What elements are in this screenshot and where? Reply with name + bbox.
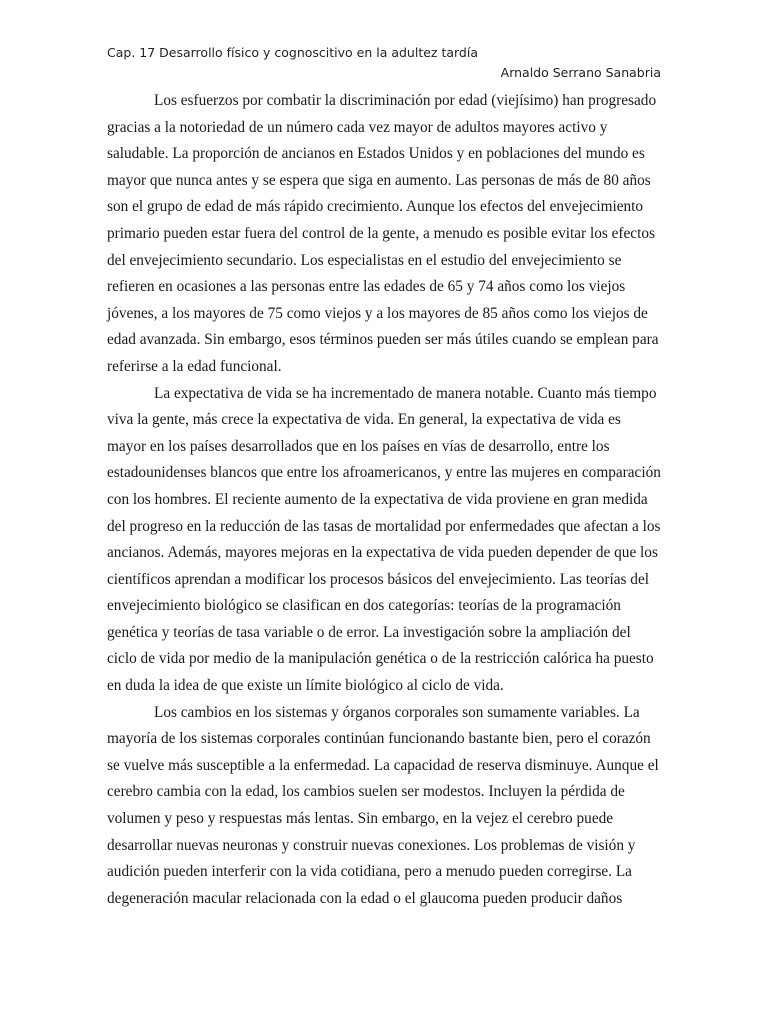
author-name: Arnaldo Serrano Sanabria <box>500 65 661 80</box>
paragraph: Los cambios en los sistemas y órganos corporales son sumamente variables. La mayoría de los sistemas corporales continúan funcionando bastante bien, pero el corazón se vuelve más susceptible a la enfermedad. La capacidad de reserva disminuye. Aunque el cerebro cambia con la edad, los cambios suelen ser modestos. Incluyen la pérdida de volumen y peso y respuestas más lentas. Sin embargo, en la vejez el cerebro puede desarrollar nuevas neuronas y construir nuevas conexiones. Los problemas de visión y audición pueden interferir con la vida cotidiana, pero a menudo pueden corregirse. La degeneración macular relacionada con la edad o el glaucoma pueden producir daños <box>107 703 659 907</box>
paragraph: Los esfuerzos por combatir la discriminación por edad (viejísimo) han progresado gracias a la notoriedad de un número cada vez mayor de adultos mayores activo y saludable. La proporción de ancianos en Estados Unidos y en poblaciones del mundo es mayor que nunca antes y se espera que siga en aumento. Las personas de más de 80 años son el grupo de edad de más rápido crecimiento. Aunque los efectos del envejecimiento primario pueden estar fuera del control de la gente, a menudo es posible evitar los efectos del envejecimiento secundario. Los especialistas en el estudio del envejecimiento se refieren en ocasiones a las personas entre las edades de 65 y 74 años como los viejos jóvenes, a los mayores de 75 como viejos y a los mayores de 85 años como los viejos de edad avanzada. Sin embargo, esos términos pueden ser más útiles cuando se emplean para referirse a la edad funcional. <box>107 92 659 375</box>
body-text <box>107 88 661 912</box>
chapter-title: Cap. 17 Desarrollo físico y cognoscitivo en la adultez tardía <box>107 45 478 60</box>
paragraph: La expectativa de vida se ha incrementado de manera notable. Cuanto más tiempo viva la gente, más crece la expectativa de vida. En general, la expectativa de vida es mayor en los países desarrollados que en los países en vías de desarrollo, entre los estadounidenses blancos que entre los afroamericanos, y entre las mujeres en comparación con los hombres. El reciente aumento de la expectativa de vida proviene en gran medida del progreso en la reducción de las tasas de mortalidad por enfermedades que afectan a los ancianos. Además, mayores mejoras en la expectativa de vida pueden depender de que los científicos aprendan a modificar los procesos básicos del envejecimiento. Las teorías del envejecimiento biológico se clasifican en dos categorías: teorías de la programación genética y teorías de tasa variable o de error. La investigación sobre la ampliación del ciclo de vida por medio de la manipulación genética o de la restricción calórica ha puesto en duda la idea de que existe un límite biológico al ciclo de vida. <box>107 384 661 695</box>
